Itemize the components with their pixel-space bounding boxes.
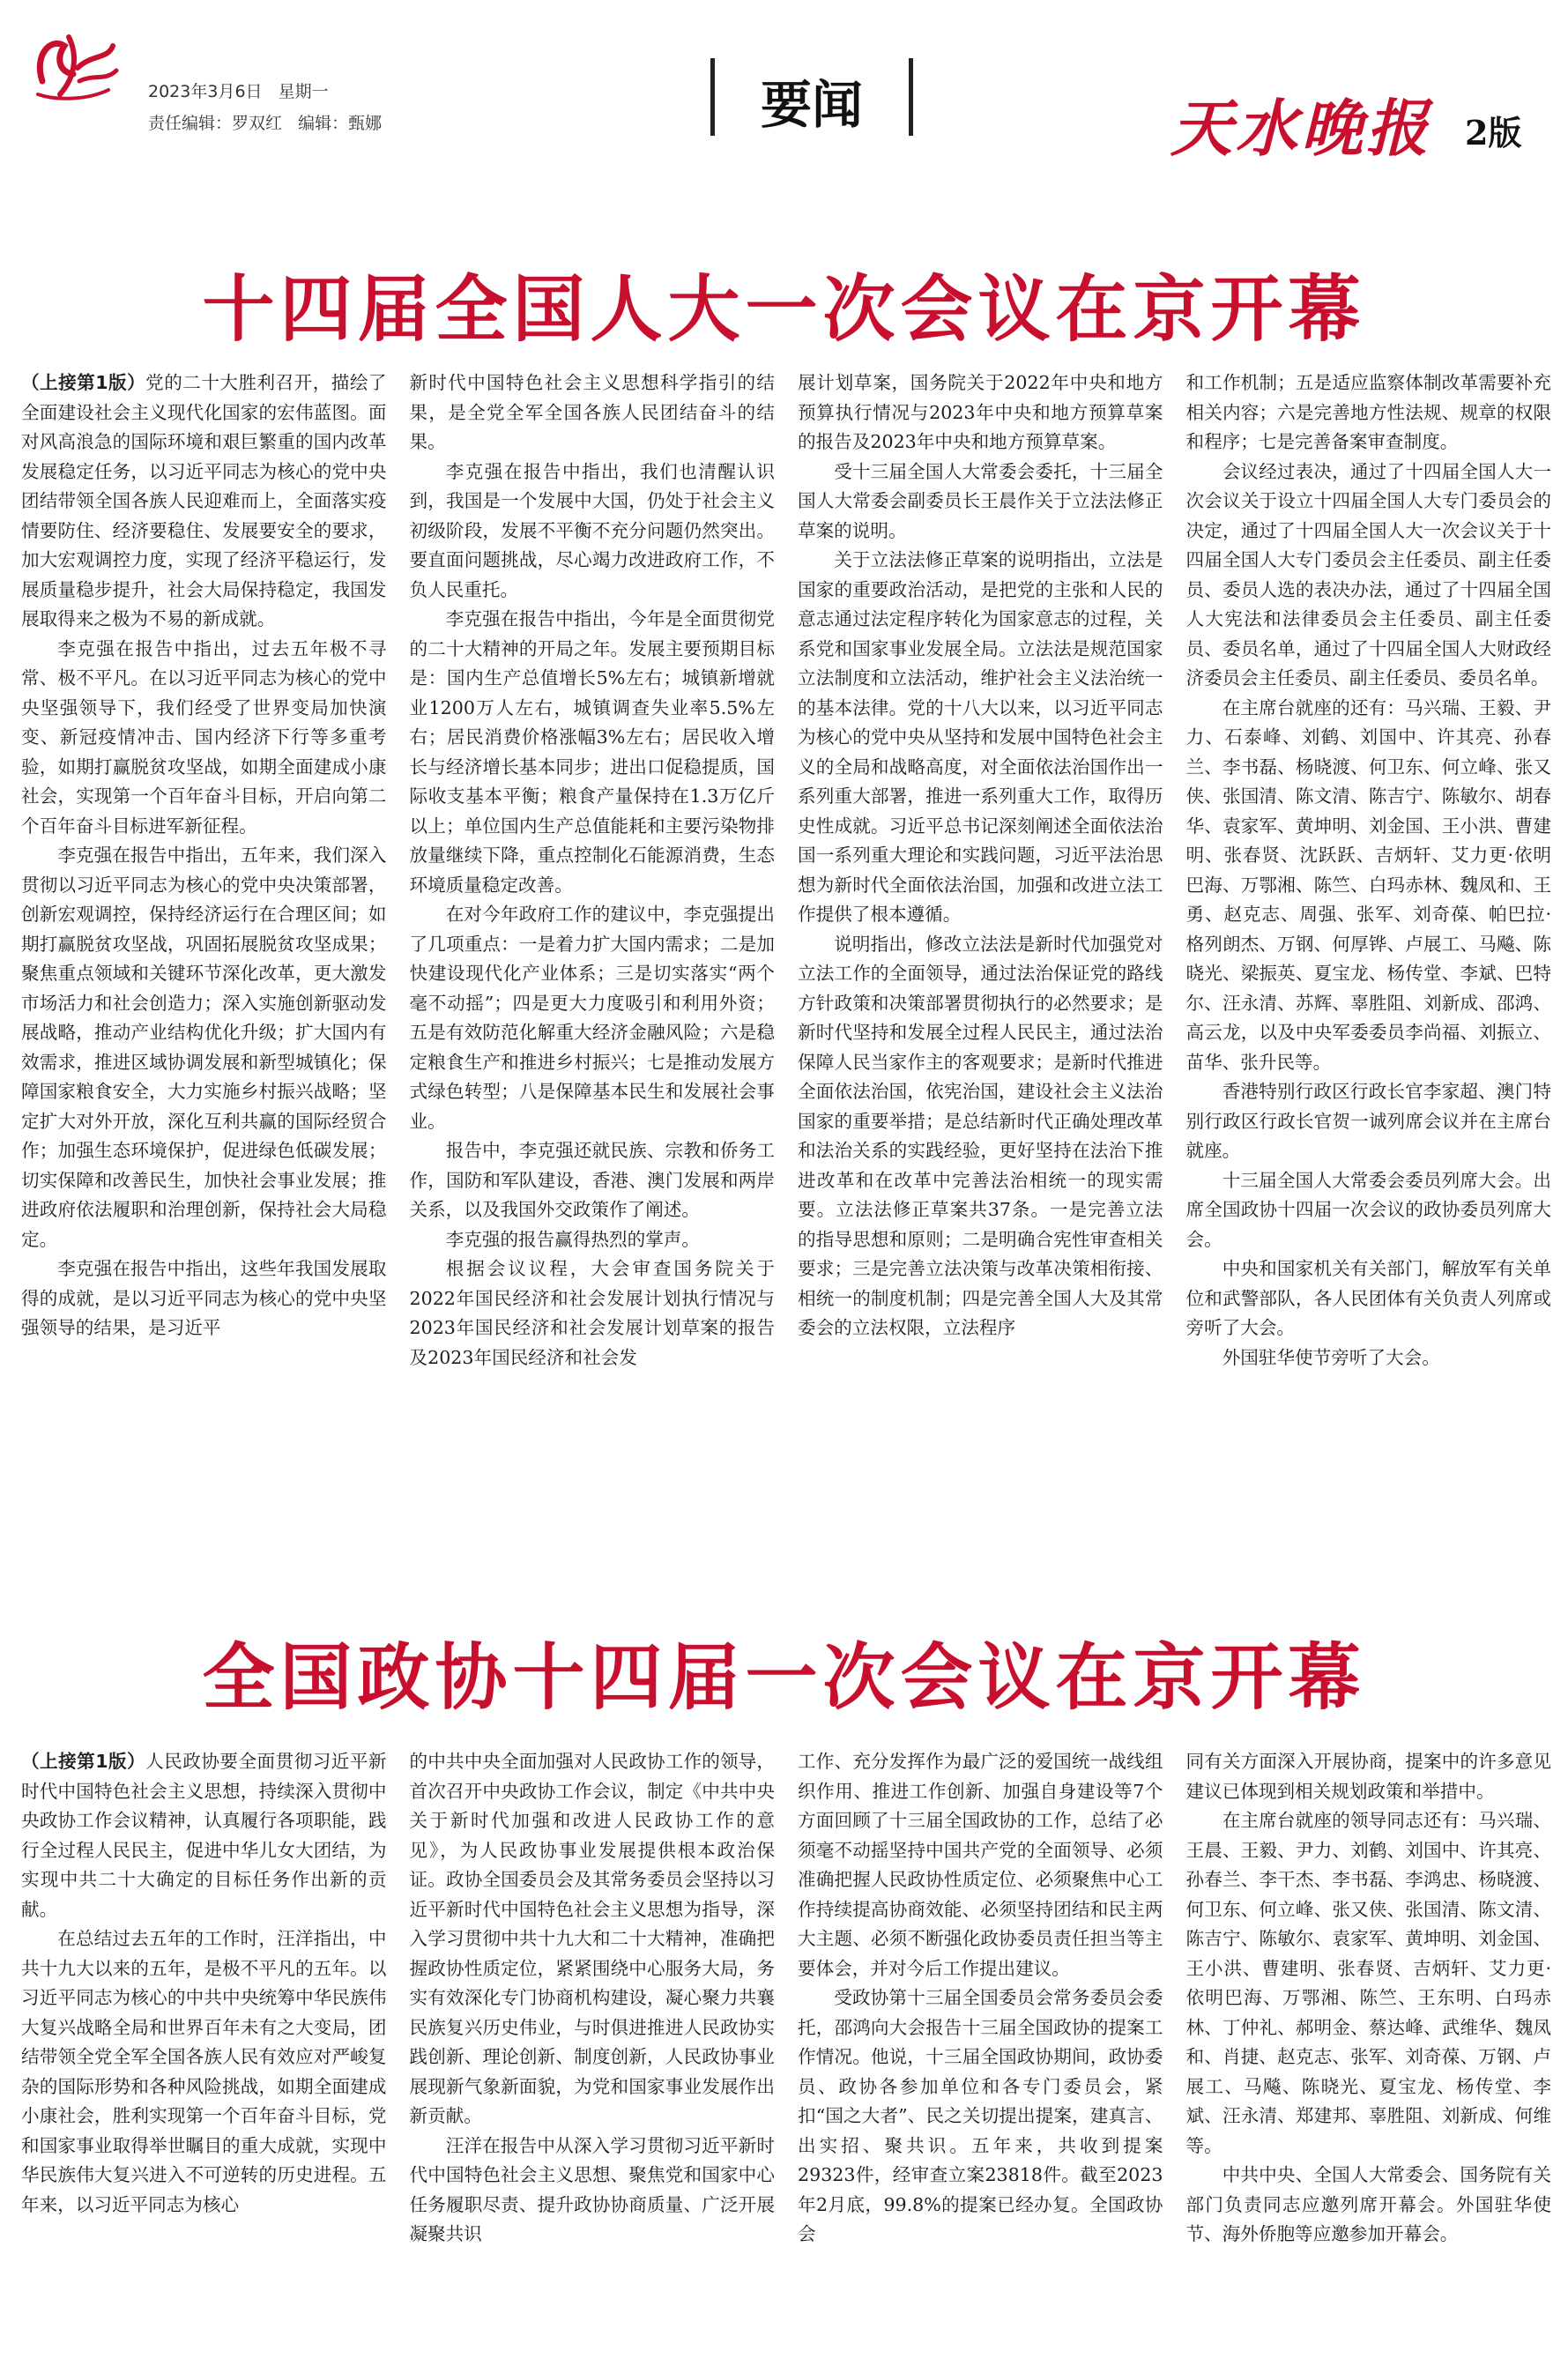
article1-headline: 十四届全国人大一次会议在京开幕: [202, 268, 1366, 352]
article1-column-2: [410, 368, 776, 1567]
paragraph: 中共中央、全国人大常委会、国务院有关部门负责同志应邀列席开幕会。外国驻华使节、海外侨胞等应邀参加开幕会。: [1185, 2164, 1551, 2244]
article1-col4-text: [1186, 368, 1552, 1373]
paragraph: 汪洋在报告中从深入学习贯彻习近平新时代中国特色社会主义思想、聚焦党和国家中心任务履职尽责、提升政协协商质量、广泛开展凝聚共识: [409, 2134, 775, 2244]
paragraph: 根据会议议程，大会审查国务院关于2022年国民经济和社会发展计划执行情况与2023年国民经济和社会发展计划草案的报告及2023年国民经济和社会发: [409, 1258, 775, 1368]
paragraph: 在主席台就座的领导同志还有：马兴瑞、王晨、王毅、尹力、刘鹤、刘国中、许其亮、孙春兰、李干杰、李书磊、李鸿忠、杨晓渡、何卫东、何立峰、张又侠、张国清、陈文清、陈吉宁、陈敏尔、袁家军、黄坤明、刘金国、王小洪、曹建明、张春贤、吉炳轩、艾力更·依明巴海、万鄂湘、陈竺、王东明、白玛赤林、丁仲礼、郝明金、蔡达峰、武维华、魏凤和、肖捷、赵克志、张军、刘奇葆、万钢、卢展工、马飚、陈晓光、夏宝龙、杨传堂、李斌、汪永清、郑建邦、辜胜阻、刘新成、何维等。: [1185, 1810, 1551, 2156]
article1-column-1: [21, 368, 387, 1567]
paragraph: 同有关方面深入开展协商，提案中的许多意见建议已体现到相关规划政策和举措中。: [1185, 1751, 1551, 1802]
paragraph: 新时代中国特色社会主义思想科学指引的结果，是全党全军全国各族人民团结奋斗的结果。: [409, 372, 775, 452]
article2-column-3: [798, 1747, 1163, 2355]
article1-col3-text: [798, 368, 1163, 1343]
responsible-editor: 责任编辑：罗双红: [148, 114, 283, 133]
article1-column-4: [1186, 368, 1552, 1567]
article1-column-3: [798, 368, 1163, 1567]
article2-column-2: [410, 1747, 776, 2355]
paragraph: 工作、充分发挥作为最广泛的爱国统一战线组织作用、推进工作创新、加强自身建设等7个方面回顾了十三届全国政协的工作，总结了必须毫不动摇坚持中国共产党的全面领导、必须准确把握人民政协性质定位、必须聚焦中心工作持续提高协商效能、必须坚持团结和民主两大主题、必须不断强化政协委员责任担当等主要体会，并对今后工作提出建议。: [798, 1751, 1163, 1979]
paragraph: 在总结过去五年的工作时，汪洋指出，中共十九大以来的五年，是极不平凡的五年。以习近平同志为核心的中共中央统筹中华民族伟大复兴战略全局和世界百年未有之大变局，团结带领全党全军全国各族人民有效应对严峻复杂的国际形势和各种风险挑战，如期全面建成小康社会，胜利实现第一个百年奋斗目标，党和国家事业取得举世瞩目的重大成就，实现中华民族伟大复兴进入不可逆转的历史进程。五年来，以习近平同志为核心: [21, 1928, 387, 2215]
article2-body: [21, 1747, 1551, 2355]
paragraph: 会议经过表决，通过了十四届全国人大一次会议关于设立十四届全国人大专门委员会的决定，通过了十四届全国人大一次会议关于十四届全国人大专门委员会主任委员、副主任委员、委员人选的表决办法，通过了十四届全国人大宪法和法律委员会主任委员、副主任委员、委员名单，通过了十四届全国人大财政经济委员会主任委员、副主任委员、委员名单。: [1185, 460, 1551, 688]
article2-continuation-lead: （上接第1版）: [21, 1751, 146, 1772]
paragraph: 李克强在报告中指出，这些年我国发展取得的成就，是以习近平同志为核心的党中央坚强领导的结果，是习近平: [21, 1258, 387, 1338]
article2-headline: 全国政协十四届一次会议在京开幕: [202, 1636, 1366, 1720]
paragraph: 说明指出，修改立法法是新时代加强党对立法工作的全面领导，通过法治保证党的路线方针政策和决策部署贯彻执行的必然要求；是新时代坚持和发展全过程人民民主，通过法治保障人民当家作主的客观要求；是新时代推进全面依法治国，依宪治国，建设社会主义法治国家的重要举措；是总结新时代正确处理改革和法治关系的实践经验，更好坚持在法治下推进改革和在改革中完善法治相统一的现实需要。立法法修正草案共37条。一是完善立法的指导思想和原则；二是明确合宪性审查相关要求；三是完善立法决策与改革决策相衔接、相统一的制度机制；四是完善全国人大及其常委会的立法权限，立法程序: [798, 933, 1163, 1338]
article1-continuation-lead: （上接第1版）: [21, 372, 146, 393]
paragraph: 李克强的报告赢得热烈的掌声。: [445, 1228, 700, 1250]
article1-col2-text: [410, 368, 776, 1373]
article1-col1-text: 党的二十大胜利召开，描绘了全面建设社会主义现代化国家的宏伟蓝图。面对风高浪急的国际环境和艰巨繁重的国内改革发展稳定任务，以习近平同志为核心的党中央团结带领全国各族人民迎难而上，全面落实疫情要防住、经济要稳住、发展要安全的要求，加大宏观调控力度，实现了经济平稳运行，发展质量稳步提升，社会大局保持稳定，我国发展取得来之极为不易的新成就。: [21, 372, 387, 629]
paragraph: 十三届全国人大常委会委员列席大会。出席全国政协十四届一次会议的政协委员列席大会。: [1185, 1169, 1551, 1250]
section-label-box: [710, 53, 913, 138]
paragraph: 李克强在报告中指出，我们也清醒认识到，我国是一个发展中大国，仍处于社会主义初级阶段，发展不平衡不充分问题仍然突出。要直面问题挑战，尽心竭力改进政府工作，不负人民重托。: [409, 460, 775, 600]
article2-column-4: [1186, 1747, 1552, 2355]
paragraph: 李克强在报告中指出，五年来，我们深入贯彻以习近平同志为核心的党中央决策部署，创新宏观调控，保持经济运行在合理区间；如期打赢脱贫攻坚战，巩固拓展脱贫攻坚成果；聚焦重点领域和关键环节深化改革，更大激发市场活力和社会创造力；深入实施创新驱动发展战略，推动产业结构优化升级；扩大国内有效需求，推进区域协调发展和新型城镇化；保障国家粮食安全，大力实施乡村振兴战略；坚定扩大对外开放，深化互利共赢的国际经贸合作；加强生态环境保护，促进绿色低碳发展；切实保障和改善民生，加快社会事业发展；推进政府依法履职和治理创新，保持社会大局稳定。: [21, 845, 387, 1250]
article2-col1-text: 人民政协要全面贯彻习近平新时代中国特色社会主义思想，持续深入贯彻中央政协工作会议精神，认真履行各项职能，践行全过程人民民主，促进中华儿女大团结，为实现中共二十大确定的目标任务作出新的贡献。: [21, 1751, 387, 1920]
paragraph: 在主席台就座的还有：马兴瑞、王毅、尹力、石泰峰、刘鹤、刘国中、许其亮、孙春兰、李书磊、杨晓渡、何卫东、何立峰、张又侠、张国清、陈文清、陈吉宁、陈敏尔、胡春华、袁家军、黄坤明、刘金国、王小洪、曹建明、张春贤、沈跃跃、吉炳轩、艾力更·依明巴海、万鄂湘、陈竺、白玛赤林、魏凤和、王勇、赵克志、周强、张军、刘奇葆、帕巴拉·格列朗杰、万钢、何厚铧、卢展工、马飚、陈晓光、梁振英、夏宝龙、杨传堂、李斌、巴特尔、汪永清、苏辉、辜胜阻、刘新成、邵鸿、高云龙，以及中央军委委员李尚福、刘振立、苗华、张升民等。: [1185, 696, 1551, 1073]
article1-body: [21, 368, 1551, 1567]
emblem-logo-icon: [25, 19, 122, 108]
paragraph: 关于立法法修正草案的说明指出，立法是国家的重要政治活动，是把党的主张和人民的意志通过法定程序转化为国家意志的过程，关系党和国家事业发展全局。立法法是规范国家立法制度和立法活动，维护社会主义法治统一的基本法律。党的十八大以来，以习近平同志为核心的党中央从坚持和发展中国特色社会主义的全局和战略高度，对全面依法治国作出一系列重大部署，推进一系列重大工作，取得历史性成就。习近平总书记深刻阐述全面依法治国一系列重大理论和实践问题，习近平法治思想为新时代全面依法治国，加强和改进立法工作提供了根本遵循。: [798, 549, 1163, 925]
article2-col4-text: [1186, 1747, 1552, 2250]
edition-meta: [148, 76, 392, 139]
article2-col2-text: [410, 1747, 776, 2250]
paragraph: 李克强在报告中指出，今年是全面贯彻党的二十大精神的开局之年。发展主要预期目标是：国内生产总值增长5%左右；城镇新增就业1200万人左右，城镇调查失业率5.5%左右；居民消费价格涨幅3%左右；居民收入增长与经济增长基本同步；进出口促稳提质，国际收支基本平衡；粮食产量保持在1.3万亿斤以上；单位国内生产总值能耗和主要污染物排放量继续下降，重点控制化石能源消费，生态环境质量稳定改善。: [409, 608, 775, 896]
article2-column-1: [21, 1747, 387, 2355]
page-number: 2版: [1465, 113, 1522, 153]
paragraph: 中央和国家机关有关部门，解放军有关单位和武警部队，各人民团体有关负责人列席或旁听了大会。: [1185, 1258, 1551, 1338]
paragraph: 外国驻华使节旁听了大会。: [1222, 1346, 1440, 1368]
newspaper-name: 天水晚报: [1170, 92, 1431, 165]
paragraph: 报告中，李克强还就民族、宗教和侨务工作，国防和军队建设，香港、澳门发展和两岸关系，以及我国外交政策作了阐述。: [409, 1140, 775, 1220]
paragraph: 和工作机制；五是适应监察体制改革需要补充相关内容；六是完善地方性法规、规章的权限和程序；七是完善备案审查制度。: [1185, 372, 1551, 452]
section-right-rule: [909, 58, 913, 136]
masthead: [0, 0, 1568, 176]
paragraph: 李克强在报告中指出，过去五年极不寻常、极不平凡。在以习近平同志为核心的党中央坚强领导下，我们经受了世界变局加快演变、新冠疫情冲击、国内经济下行等多重考验，如期打赢脱贫攻坚战，如期全面建成小康社会，实现第一个百年奋斗目标，开启向第二个百年奋斗目标进军新征程。: [21, 637, 387, 837]
section-name: 要闻: [760, 75, 863, 135]
editor: 编辑：甄娜: [298, 114, 383, 133]
paragraph: 受十三届全国人大常委会委托，十三届全国人大常委会副委员长王晨作关于立法法修正草案的说明。: [798, 460, 1163, 541]
issue-weekday: 星期一: [278, 82, 329, 101]
paragraph: 受政协第十三届全国委员会常务委员会委托，邵鸿向大会报告十三届全国政协的提案工作情况。他说，十三届全国政协期间，政协委员、政协各参加单位和各专门委员会，紧扣“国之大者”、民之关切提出提案，建真言、出实招、聚共识。五年来，共收到提案29323件，经审查立案23818件。截至2023年2月底，99.8%的提案已经办复。全国政协会: [798, 1987, 1163, 2244]
paragraph: 的中共中央全面加强对人民政协工作的领导，首次召开中央政协工作会议，制定《中共中央关于新时代加强和改进人民政协工作的意见》，为人民政协事业发展提供根本政治保证。政协全国委员会及其常务委员会坚持以习近平新时代中国特色社会主义思想为指导，深入学习贯彻中共十九大和二十大精神，准确把握政协性质定位，紧紧围绕中心服务大局，务实有效深化专门协商机构建设，凝心聚力共襄民族复兴历史伟业，与时俱进推进人民政协实践创新、理论创新、制度创新，人民政协事业展现新气象新面貌，为党和国家事业发展作出新贡献。: [409, 1751, 775, 2126]
article2-col3-text: [798, 1747, 1163, 2250]
paragraph: 香港特别行政区行政长官李家超、澳门特别行政区行政长官贺一诚列席会议并在主席台就座。: [1185, 1081, 1551, 1161]
paragraph: 在对今年政府工作的建议中，李克强提出了几项重点：一是着力扩大国内需求；二是加快建设现代化产业体系；三是切实落实“两个毫不动摇”；四是更大力度吸引和利用外资；五是有效防范化解重大经济金融风险；六是稳定粮食生产和推进乡村振兴；七是推动发展方式绿色转型；八是保障基本民生和发展社会事业。: [409, 904, 775, 1132]
paragraph: 展计划草案，国务院关于2022年中央和地方预算执行情况与2023年中央和地方预算草案的报告及2023年中央和地方预算草案。: [798, 372, 1163, 452]
issue-date: 2023年3月6日: [148, 82, 263, 101]
